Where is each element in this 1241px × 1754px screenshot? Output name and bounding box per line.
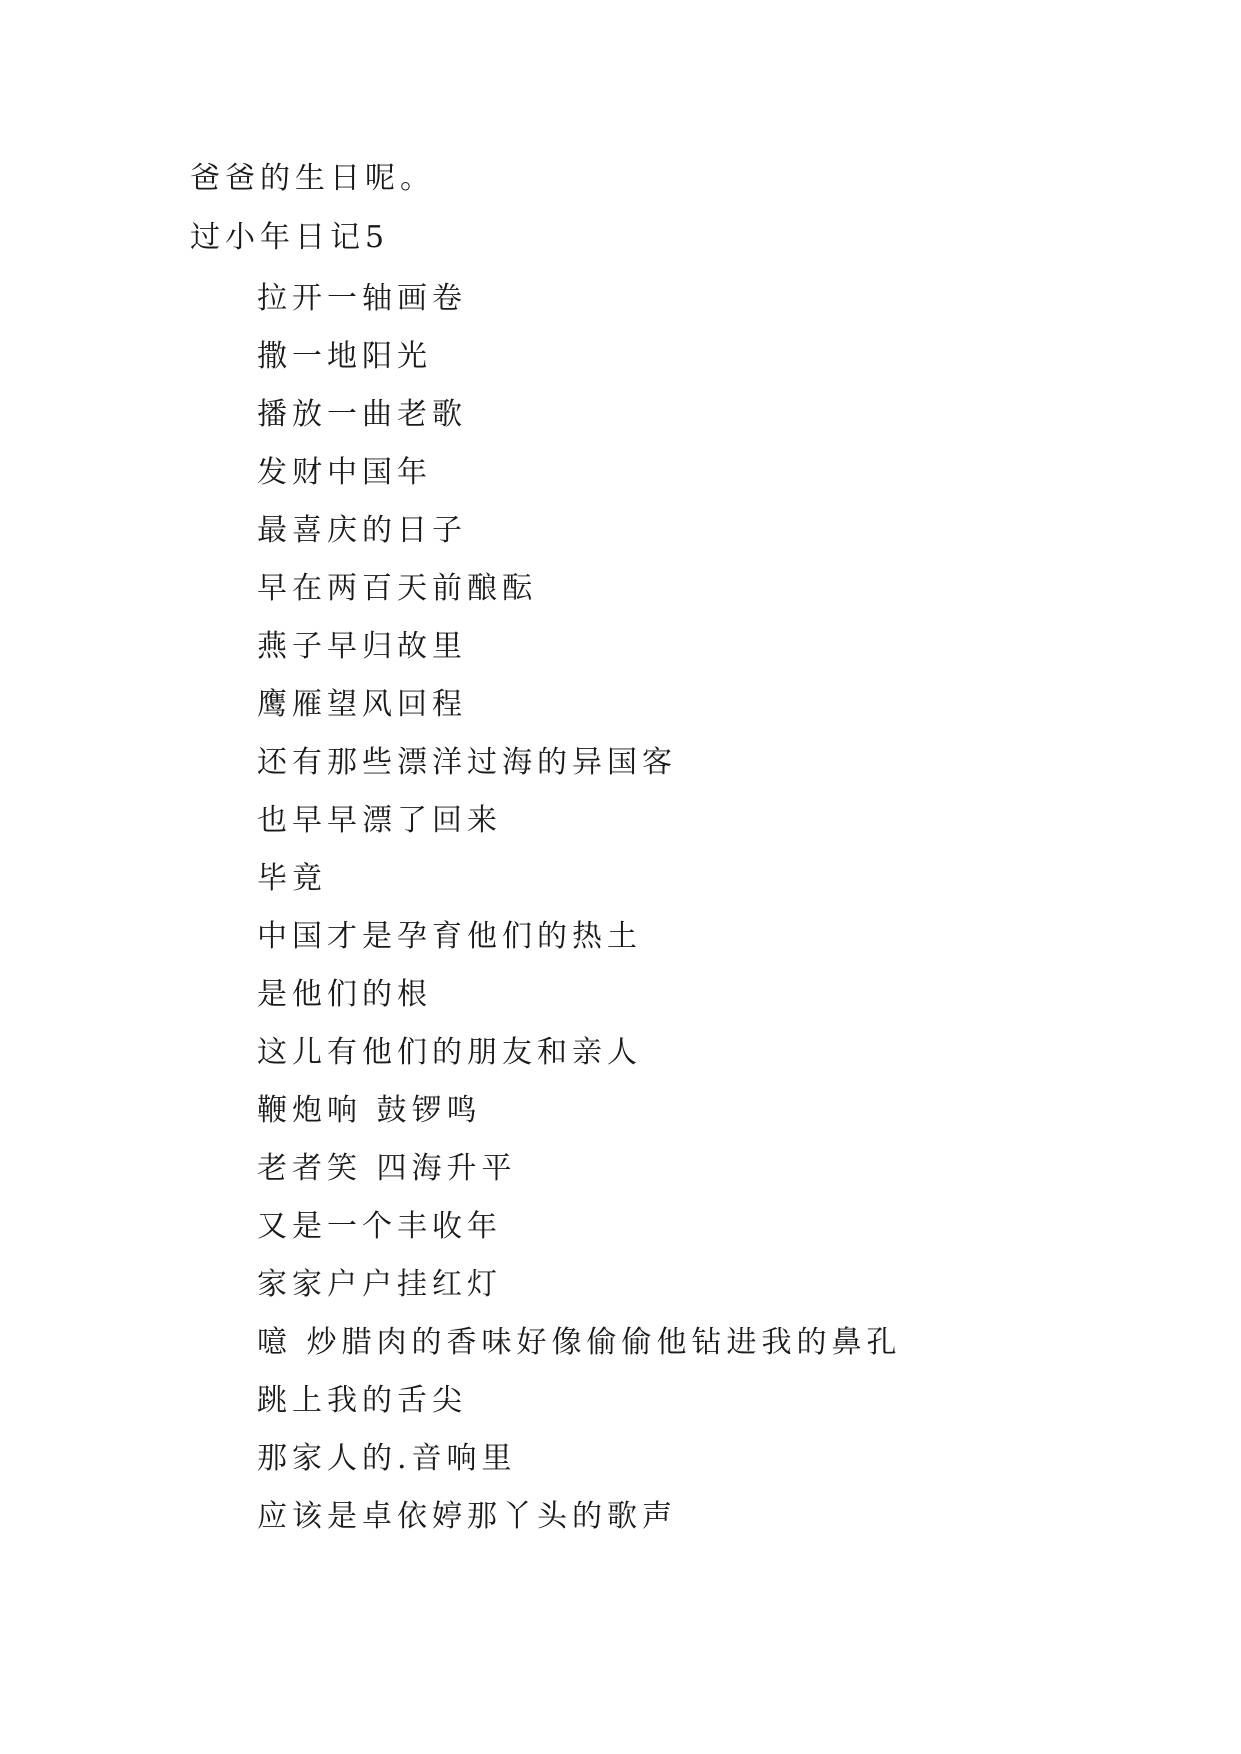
poem-line: 这儿有他们的朋友和亲人 [257,1035,642,1070]
poem-line: 撒一地阳光 [257,339,432,374]
poem-line: 也早早漂了回来 [257,803,502,838]
poem-line: 发财中国年 [257,455,432,490]
poem-line: 应该是卓依婷那丫头的歌声 [257,1499,677,1534]
poem-line: 燕子早归故里 [257,629,467,664]
poem-line: 老者笑 四海升平 [257,1151,517,1186]
poem-line: 那家人的.音响里 [257,1441,517,1476]
poem-line: 早在两百天前酿酝 [257,571,537,606]
poem-line: 跳上我的舌尖 [257,1383,467,1418]
poem-line: 又是一个丰收年 [257,1209,502,1244]
poem-line: 鞭炮响 鼓锣鸣 [257,1093,482,1128]
poem-line: 家家户户挂红灯 [257,1267,502,1302]
poem-line: 是他们的根 [257,977,432,1012]
poem-line: 鹰雁望风回程 [257,687,467,722]
text-line: 爸爸的生日呢。 [190,161,435,196]
poem-line: 最喜庆的日子 [257,513,467,548]
poem-line: 拉开一轴画卷 [257,281,467,316]
poem-line: 播放一曲老歌 [257,397,467,432]
poem-line: 毕竟 [257,861,327,896]
poem-line: 噫 炒腊肉的香味好像偷偷他钻进我的鼻孔 [257,1325,902,1360]
section-heading: 过小年日记5 [190,220,390,255]
poem-line: 还有那些漂洋过海的异国客 [257,745,677,780]
poem-line: 中国才是孕育他们的热土 [257,919,642,954]
